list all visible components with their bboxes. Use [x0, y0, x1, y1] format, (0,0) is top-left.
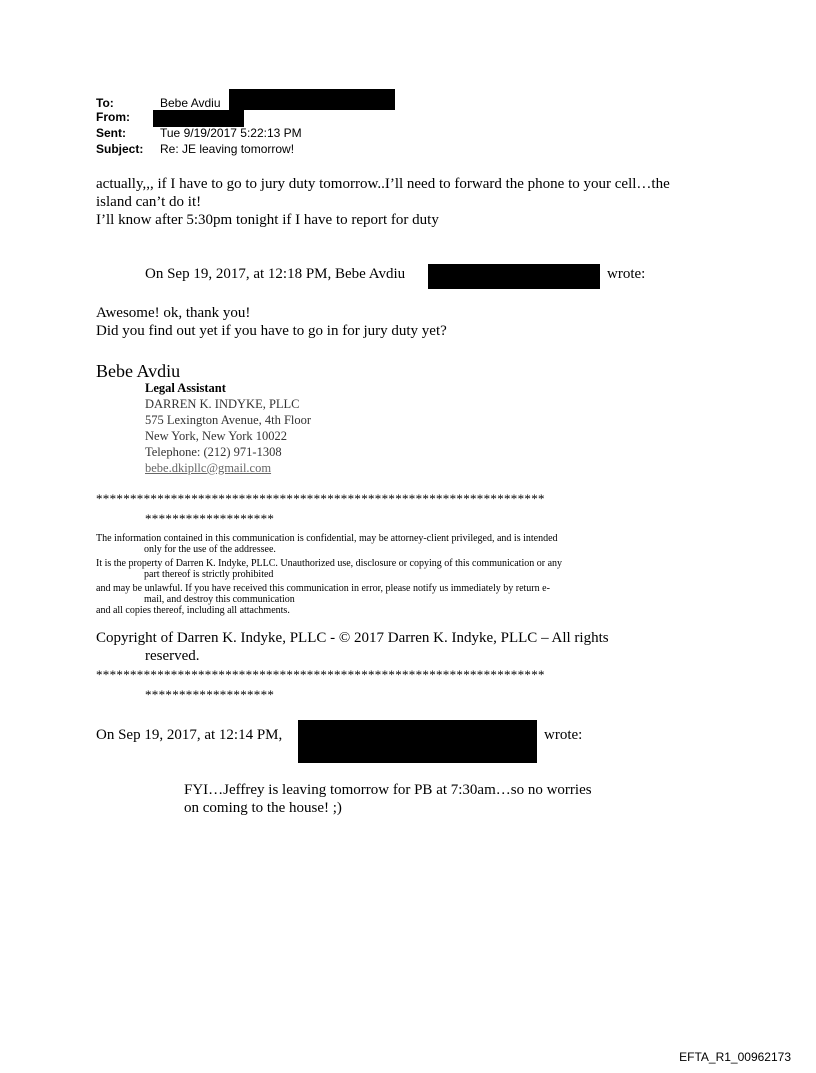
copyright-line-1: Copyright of Darren K. Indyke, PLLC - © 2017 Darren K. Indyke, PLLC – All rights [96, 630, 609, 646]
reply-line-2: island can’t do it! [96, 194, 202, 210]
quote1-attribution-prefix: On Sep 19, 2017, at 12:18 PM, Bebe Avdiu [145, 266, 406, 282]
quote1-line-2: Did you find out yet if you have to go in for jury duty yet? [96, 323, 447, 339]
sent-label: Sent: [96, 126, 126, 140]
signature-name: Bebe Avdiu [96, 361, 181, 381]
stars-divider-bottom: ****************************************************************** [96, 667, 545, 682]
quote2-line-2: on coming to the house! ;) [184, 800, 342, 816]
sent-value: Tue 9/19/2017 5:22:13 PM [160, 126, 302, 140]
to-value: Bebe Avdiu [160, 96, 221, 110]
reply-line-1: actually,,, if I have to go to jury duty tomorrow..I’ll need to forward the phone to your cell…the [96, 176, 670, 192]
disclaimer-line-1: The information contained in this communication is confidential, may be attorney-client privileged, and is intended [96, 533, 558, 544]
signature-email-link[interactable]: bebe.dkipllc@gmail.com [145, 461, 272, 475]
document-id: EFTA_R1_00962173 [679, 1050, 791, 1064]
quote2-line-1: FYI…Jeffrey is leaving tomorrow for PB at 7:30am…so no worries [184, 782, 592, 798]
redaction-quote2-sender [298, 720, 537, 763]
subject-label: Subject: [96, 142, 144, 156]
disclaimer-line-4: part thereof is strictly prohibited [144, 569, 274, 580]
redaction-quote1-sender [428, 264, 600, 289]
redaction-from [153, 110, 244, 127]
signature-address-2: New York, New York 10022 [145, 429, 288, 443]
disclaimer-line-6: mail, and destroy this communication [144, 594, 295, 605]
disclaimer-line-7: and all copies thereof, including all attachments. [96, 605, 290, 616]
reply-line-3: I’ll know after 5:30pm tonight if I have to report for duty [96, 212, 439, 228]
stars-divider-top-short: ******************* [145, 511, 275, 526]
copyright-line-2: reserved. [145, 648, 200, 664]
disclaimer-line-2: only for the use of the addressee. [144, 544, 276, 555]
disclaimer-line-5: and may be unlawful. If you have received this communication in error, please notify us immediately by return e- [96, 583, 550, 594]
to-label: To: [96, 96, 114, 110]
quote2-attribution-suffix: wrote: [544, 727, 583, 743]
quote1-line-1: Awesome! ok, thank you! [96, 305, 251, 321]
signature-block [145, 380, 311, 476]
signature-firm: DARREN K. INDYKE, PLLC [145, 397, 300, 411]
quote1-attribution-suffix: wrote: [607, 266, 646, 282]
stars-divider-bottom-short: ******************* [145, 687, 275, 702]
signature-phone: Telephone: (212) 971-1308 [145, 445, 282, 459]
redaction-to [229, 89, 395, 110]
disclaimer-line-3: It is the property of Darren K. Indyke, PLLC. Unauthorized use, disclosure or copying of this communication or any [96, 558, 563, 569]
signature-title: Legal Assistant [145, 381, 226, 395]
quote2-attribution-prefix: On Sep 19, 2017, at 12:14 PM, [96, 727, 283, 743]
disclaimer-text [96, 533, 562, 616]
signature-address-1: 575 Lexington Avenue, 4th Floor [145, 413, 312, 427]
subject-value: Re: JE leaving tomorrow! [160, 142, 295, 156]
from-label: From: [96, 110, 130, 124]
stars-divider-top: ****************************************************************** [96, 491, 545, 506]
